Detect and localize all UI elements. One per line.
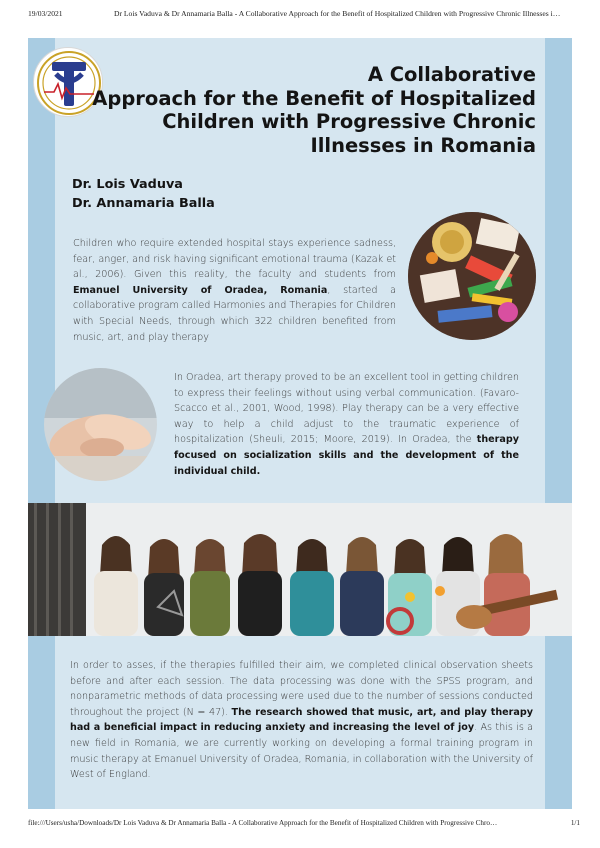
intro-paragraph xyxy=(73,236,396,345)
para-text: In order to asses, if the therapies fulfilled their aim, we completed clinical observation sheets before and after each session. The data processing was done with the SPSS program, and nonparametric methods of data processing were used due to the number of sessions conducted throughout the project (N = 47). xyxy=(70,660,533,718)
art-supplies-photo xyxy=(408,212,536,340)
para-text: In Oradea, art therapy proved to be an excellent tool in getting children to express their feelings without using verbal communication. (Favaro-Scacco et al., 2001, Wood, 1998). Play therapy can be a very effective way to help a child adjust to the traumatic experience of hospitalization (Sheuli, 2015; Moore, 2019). In Oradea, the xyxy=(174,372,519,446)
para-bold: The research showed that music, art, and play therapy had a beneficial impact in reducing anxiety and increasing the level of joy xyxy=(70,706,533,734)
title-line: Children with Progressive Chronic xyxy=(162,110,536,133)
author-name: Dr. Lois Vaduva xyxy=(72,177,183,192)
para-text: Children who require extended hospital stays experience sadness, fear, anger, and risk having significant emotional trauma (Kazak et al., 2006). Given this reality, the faculty and students from xyxy=(73,238,396,281)
right-accent-stripe xyxy=(545,38,572,503)
para-bold: therapy focused on socialization skills and the development of the individual child. xyxy=(174,434,519,477)
group-photo xyxy=(28,503,572,636)
print-header xyxy=(28,9,580,21)
bottom-right-stripe xyxy=(545,636,572,809)
art-therapy-paragraph xyxy=(174,370,519,479)
title-line: A Collaborative xyxy=(367,63,536,86)
file-path: file:///Users/usha/Downloads/Dr Lois Vaduva & Dr Annamaria Balla - A Collaborative Approach for the Benefit of Hospitalized Children with Progressive Chro… xyxy=(28,819,498,827)
para-bold: Emanuel University of Oradea, Romania xyxy=(73,284,328,296)
research-paragraph xyxy=(70,658,533,783)
poster-title xyxy=(66,63,536,157)
title-line: Approach for the Benefit of Hospitalized xyxy=(92,86,536,110)
print-title: Dr Lois Vaduva & Dr Annamaria Balla - A Collaborative Approach for the Benefit of Hospitalized Children with Progressive Chronic Illnesses i… xyxy=(114,9,561,18)
hands-photo xyxy=(44,368,157,481)
para-text: . As this is a new field in Romania, we are currently working on developing a formal training program in music therapy at Emanuel University of Oradea, Romania, in collaboration with the University of West of England. xyxy=(70,722,533,781)
title-line: Illnesses in Romania xyxy=(310,133,536,157)
bottom-left-stripe xyxy=(28,636,55,809)
print-date: 19/03/2021 xyxy=(28,9,63,18)
para-text: , started a collaborative program called Harmonies and Therapies for Children with Special Needs, through which 322 children benefited from music, art, and play therapy xyxy=(73,284,396,343)
author-name: Dr. Annamaria Balla xyxy=(72,196,215,211)
print-footer xyxy=(28,819,580,831)
page-number: 1/1 xyxy=(570,819,580,827)
